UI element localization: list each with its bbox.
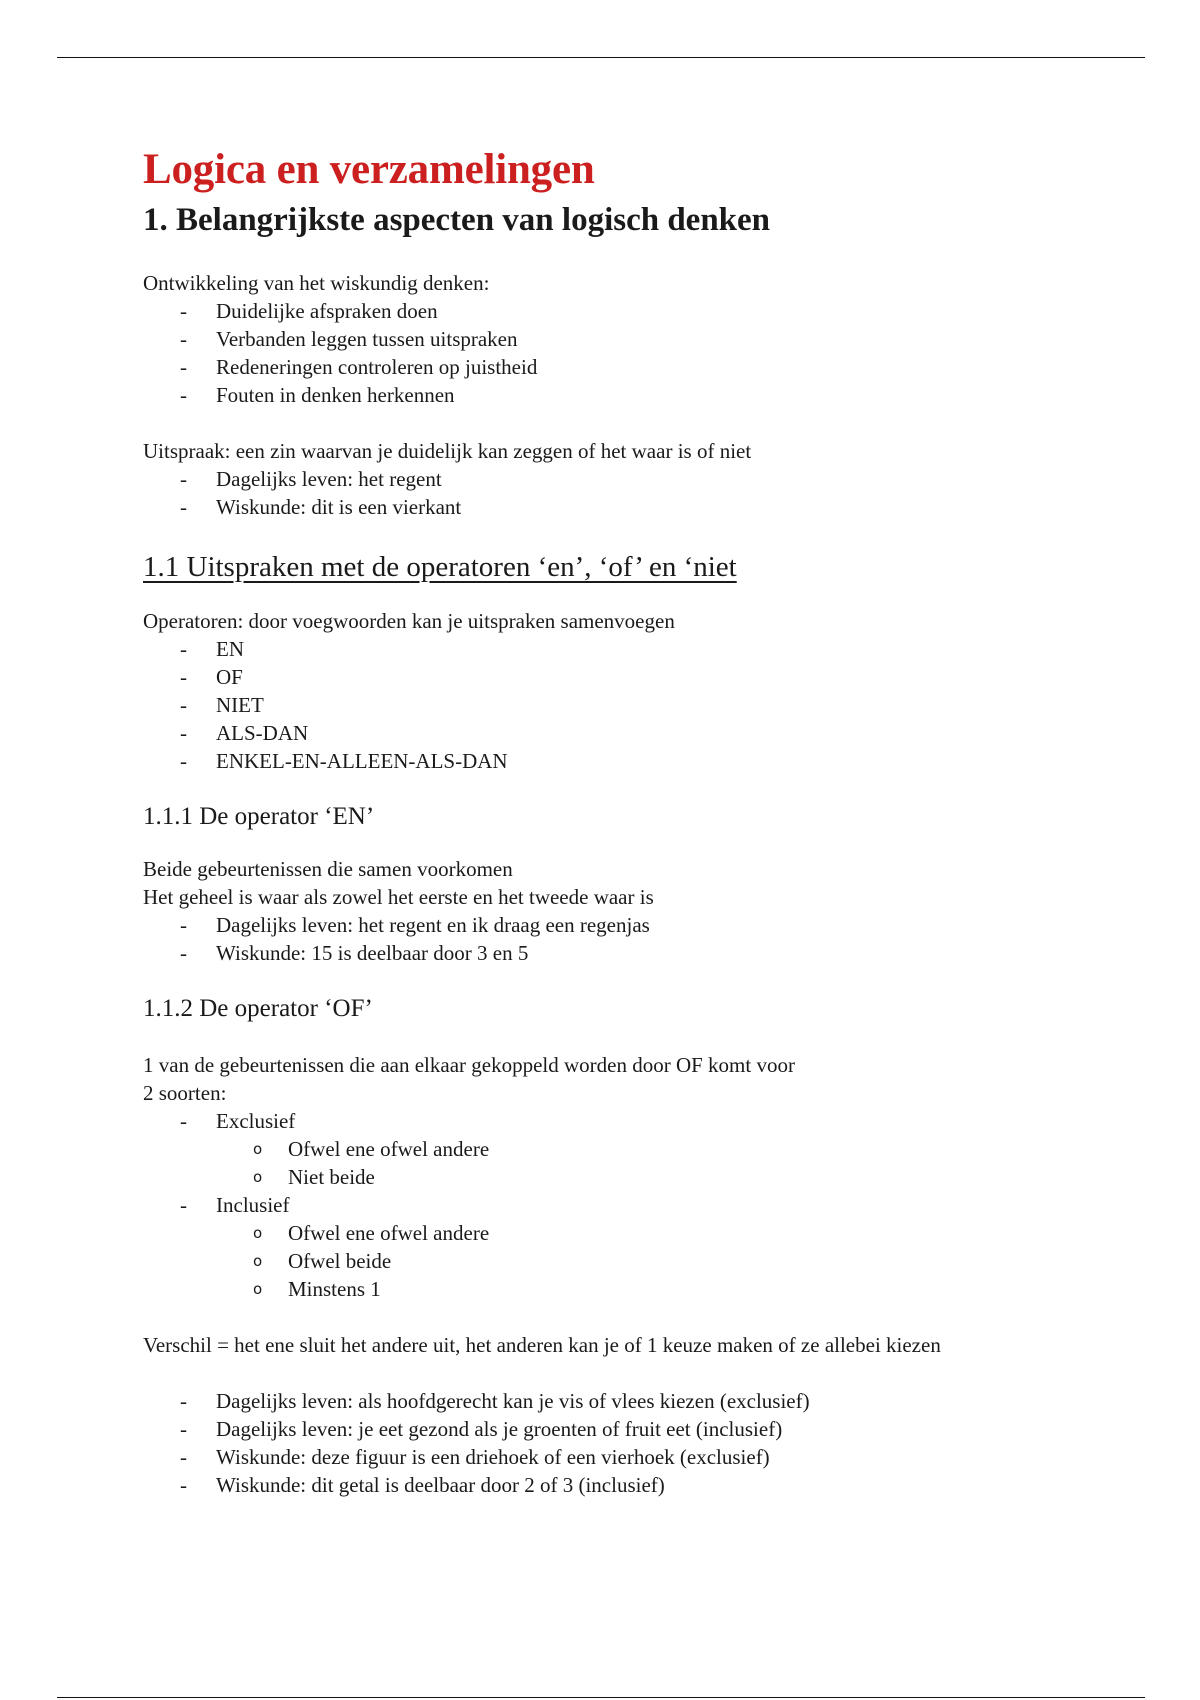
circle-bullet-icon: o [253,1168,263,1186]
section-1-intro-list [143,297,1123,409]
of-kinds-list-2 [143,1191,1123,1219]
list-item: - NIET [180,693,264,717]
dash-marker: - [180,327,187,351]
dash-marker: - [180,495,187,519]
list-item: o Ofwel ene ofwel andere [253,1221,490,1245]
document-title: Logica en verzamelingen [143,146,595,193]
list-item: - Dagelijks leven: je eet gezond als je groenten of fruit eet (inclusief) [180,1417,783,1441]
dash-marker: - [180,637,187,661]
dash-marker: - [180,299,187,323]
circle-bullet-icon: o [253,1224,263,1242]
top-rule [57,57,1145,58]
list-item: - ENKEL-EN-ALLEEN-ALS-DAN [180,749,508,773]
section-1-heading: 1. Belangrijkste aspecten van logisch denken [143,202,771,238]
uitspraak-examples [143,465,1123,521]
dash-marker: - [180,749,187,773]
list-item: - Wiskunde: deze figuur is een driehoek of een vierhoek (exclusief) [180,1445,770,1469]
en-line-2: Het geheel is waar als zowel het eerste en het tweede waar is [143,885,654,909]
verschil-line: Verschil = het ene sluit het andere uit, het anderen kan je of 1 keuze maken of ze allebei kiezen [143,1333,941,1357]
dash-marker: - [180,721,187,745]
list-item: - Verbanden leggen tussen uitspraken [180,327,518,351]
circle-bullet-icon: o [253,1280,263,1298]
section-1-1-heading: 1.1 Uitspraken met de operatoren ‘en’, ‘of’ en ‘niet [143,551,737,583]
operators-intro: Operatoren: door voegwoorden kan je uitspraken samenvoegen [143,609,675,633]
dash-marker: - [180,1193,187,1217]
list-item: - ALS-DAN [180,721,309,745]
uitspraak-definition: Uitspraak: een zin waarvan je duidelijk kan zeggen of het waar is of niet [143,439,752,463]
list-item-exclusief: - Exclusief [180,1109,296,1133]
dash-marker: - [180,1445,187,1469]
list-item: - Dagelijks leven: als hoofdgerecht kan je vis of vlees kiezen (exclusief) [180,1389,810,1413]
dash-marker: - [180,941,187,965]
circle-bullet-icon: o [253,1252,263,1270]
list-item: - Wiskunde: dit getal is deelbaar door 2 of 3 (inclusief) [180,1473,665,1497]
list-item: - Dagelijks leven: het regent en ik draag een regenjas [180,913,650,937]
of-line-1: 1 van de gebeurtenissen die aan elkaar gekoppeld worden door OF komt voor [143,1053,795,1077]
list-item-inclusief: - Inclusief [180,1193,290,1217]
list-item: o Minstens 1 [253,1277,381,1301]
operators-list [143,635,1123,775]
of-kinds-list [143,1107,1123,1135]
en-line-1: Beide gebeurtenissen die samen voorkomen [143,857,513,881]
document-body [143,142,1123,1499]
section-1-intro: Ontwikkeling van het wiskundig denken: [143,271,490,295]
section-1-1-1-heading: 1.1.1 De operator ‘EN’ [143,803,375,830]
dash-marker: - [180,355,187,379]
of-line-2: 2 soorten: [143,1081,227,1105]
list-item: o Ofwel ene ofwel andere [253,1137,490,1161]
dash-marker: - [180,693,187,717]
dash-marker: - [180,1389,187,1413]
list-item: o Niet beide [253,1165,375,1189]
bottom-rule [57,1697,1145,1698]
list-item: - Wiskunde: 15 is deelbaar door 3 en 5 [180,941,529,965]
dash-marker: - [180,1109,187,1133]
list-item: o Ofwel beide [253,1249,392,1273]
dash-marker: - [180,1473,187,1497]
list-item: - Fouten in denken herkennen [180,383,455,407]
dash-marker: - [180,913,187,937]
list-item: - EN [180,637,244,661]
section-1-1-2-heading: 1.1.2 De operator ‘OF’ [143,995,373,1022]
of-examples [143,1387,1123,1499]
dash-marker: - [180,1417,187,1441]
list-item: - Wiskunde: dit is een vierkant [180,495,462,519]
list-item: - Dagelijks leven: het regent [180,467,442,491]
exclusief-sublist [143,1135,1123,1191]
dash-marker: - [180,665,187,689]
list-item: - Redeneringen controleren op juistheid [180,355,538,379]
list-item: - OF [180,665,243,689]
circle-bullet-icon: o [253,1140,263,1158]
inclusief-sublist [143,1219,1123,1303]
en-examples [143,911,1123,967]
dash-marker: - [180,383,187,407]
dash-marker: - [180,467,187,491]
list-item: - Duidelijke afspraken doen [180,299,438,323]
